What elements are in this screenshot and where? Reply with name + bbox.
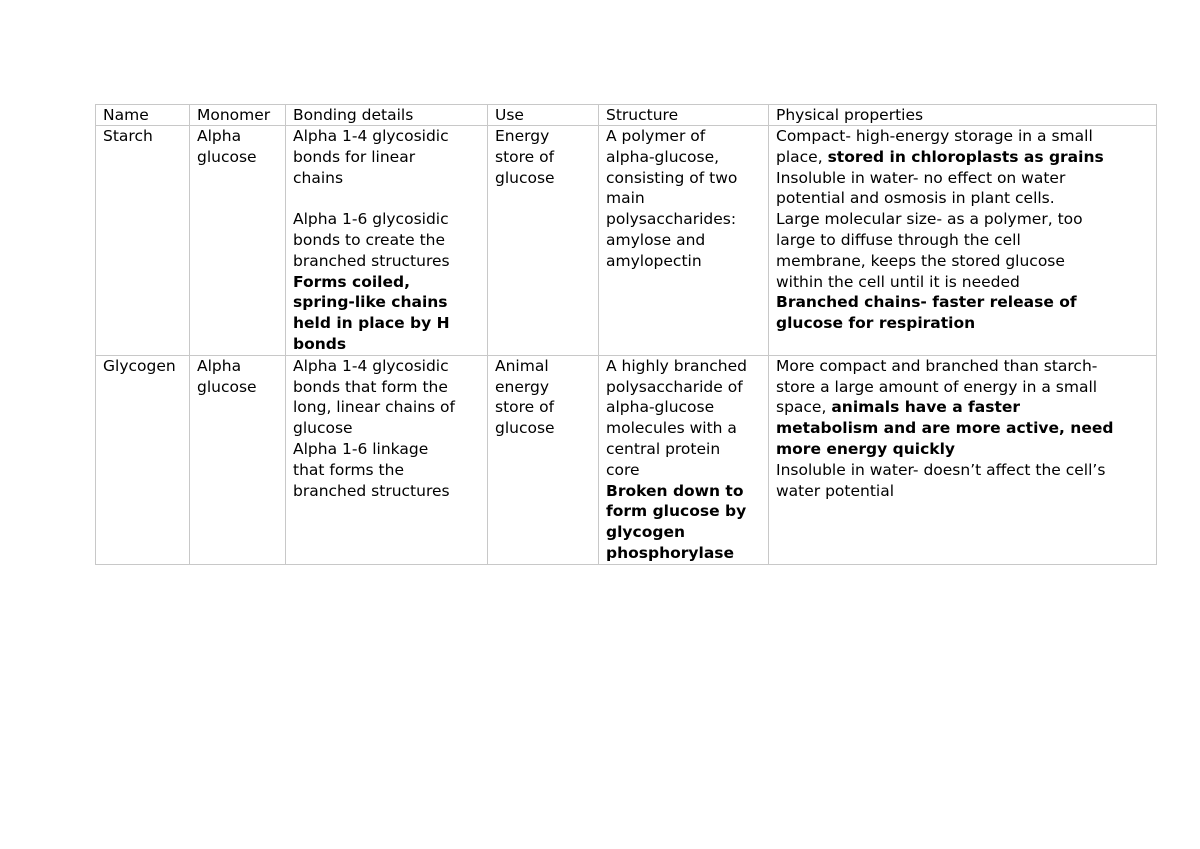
cell-name: Glycogen (96, 355, 190, 564)
header-cell-bonding: Bonding details (286, 105, 488, 126)
table-header-row (96, 105, 1157, 126)
cell-monomer: Alpha glucose (190, 126, 286, 356)
header-cell-name: Name (96, 105, 190, 126)
table-row-starch (96, 126, 1157, 356)
header-cell-use: Use (488, 105, 599, 126)
cell-use: Animal energy store of glucose (488, 355, 599, 564)
cell-structure: A polymer of alpha-glucose, consisting of two main polysaccharides: amylose and amylopectin (599, 126, 769, 356)
cell-bonding: Alpha 1-4 glycosidic bonds for linear chains Alpha 1-6 glycosidic bonds to create the branched structures Forms coiled, spring-like chains held in place by H bonds (286, 126, 488, 356)
cell-physical: More compact and branched than starch- store a large amount of energy in a small space, animals have a faster metabolism and are more active, need more energy quickly Insoluble in water- doesn’t affect the cell’s water potential (769, 355, 1157, 564)
header-cell-structure: Structure (599, 105, 769, 126)
header-cell-physical: Physical properties (769, 105, 1157, 126)
header-cell-monomer: Monomer (190, 105, 286, 126)
table-row-glycogen (96, 355, 1157, 564)
cell-use: Energy store of glucose (488, 126, 599, 356)
cell-monomer: Alpha glucose (190, 355, 286, 564)
cell-name: Starch (96, 126, 190, 356)
cell-bonding: Alpha 1-4 glycosidic bonds that form the long, linear chains of glucose Alpha 1-6 linkage that forms the branched structures (286, 355, 488, 564)
paragraph-gap (293, 188, 485, 209)
cell-structure: A highly branched polysaccharide of alpha-glucose molecules with a central protein core Broken down to form glucose by glycogen phosphorylase (599, 355, 769, 564)
carbohydrate-comparison-table (95, 104, 1157, 565)
cell-physical: Compact- high-energy storage in a small place, stored in chloroplasts as grains Insoluble in water- no effect on water potential and osmosis in plant cells. Large molecular size- as a polymer, too large to diffuse through the cell membrane, keeps the stored glucose within the cell until it is needed Branched chains- faster release of glucose for respiration (769, 126, 1157, 356)
